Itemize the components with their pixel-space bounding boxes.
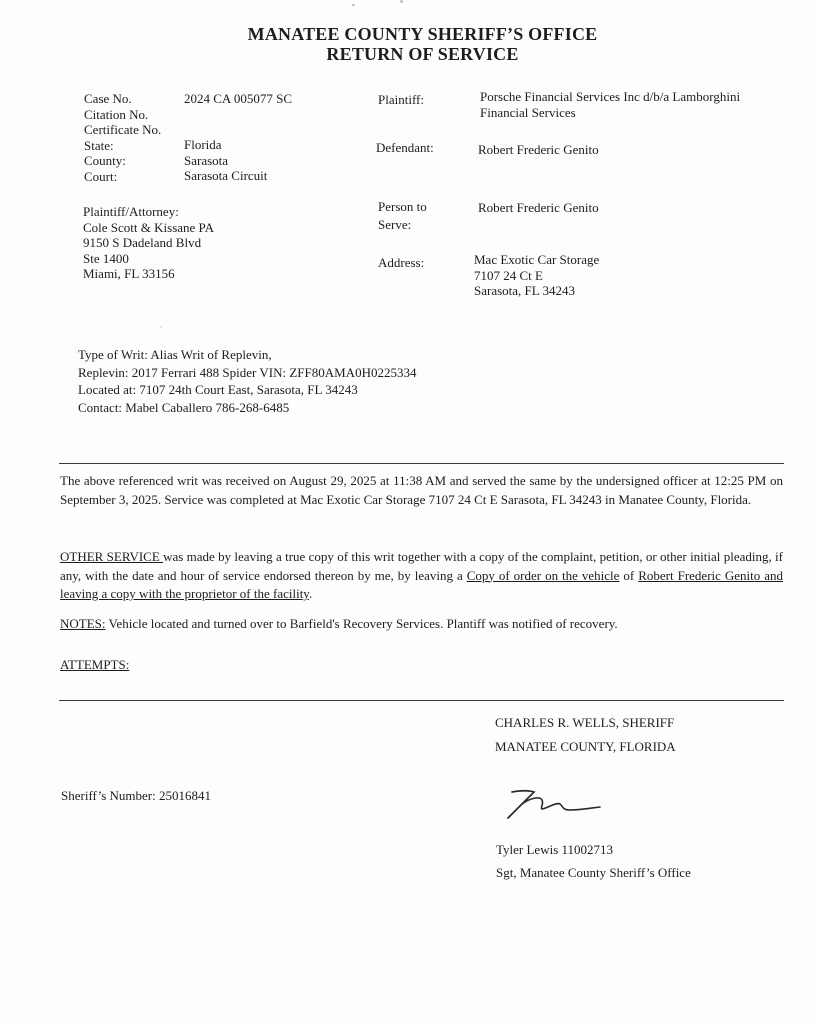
address-line2: 7107 24 Ct E — [474, 267, 543, 283]
section-divider — [59, 463, 784, 464]
person-label-line1: Person to — [378, 199, 427, 214]
other-service-end: . — [308, 586, 313, 601]
other-service-of: of — [619, 567, 639, 583]
person-to-serve-name: Robert Frederic Genito — [478, 200, 599, 215]
court-label: Court: — [84, 168, 118, 184]
notes-text: Vehicle located and turned over to Barfield's Recovery Services. Plantiff was notified of recovery. — [105, 616, 618, 631]
sheriff-name: CHARLES R. WELLS, SHERIFF — [495, 715, 675, 730]
service-statement: The above referenced writ was received on August 29, 2025 at 11:38 AM and served the same by the undersigned officer at 12:25 PM on September 3, 2025. Service was completed at Mac Exotic Car Storage 7107 24 Ct E Sarasota, FL 34243 in Manatee County, Florida. — [60, 473, 783, 507]
officer-title: Sgt, Manatee County Sheriff’s Office — [496, 865, 691, 880]
state-value: Florida — [184, 137, 222, 152]
plaintiff-name — [480, 89, 740, 120]
other-service-text: was made by leaving a true copy of this writ together with a copy of the complaint, petition, or other initial pleading, if any, with the date and hour of service endorsed thereon by me, by leaving a — [60, 549, 783, 583]
page-title: MANATEE COUNTY SHERIFF’S OFFICE — [247, 24, 598, 44]
notes-line — [60, 616, 618, 632]
notes-label: NOTES: — [60, 616, 106, 631]
defendant-label: Defendant: — [376, 140, 434, 155]
case-number: 2024 CA 005077 SC — [184, 91, 292, 106]
case-labels — [84, 91, 161, 184]
county-value: Sarasota — [184, 152, 229, 168]
state-label: State: — [84, 137, 114, 153]
scan-speck — [352, 4, 355, 6]
plaintiff-attorney-block — [83, 204, 214, 282]
attorney-city: Miami, FL 33156 — [83, 266, 175, 281]
writ-location: Located at: 7107 24th Court East, Sarasota, FL 34243 — [78, 382, 358, 397]
page-subtitle: RETURN OF SERVICE — [326, 44, 519, 64]
defendant-name: Robert Frederic Genito — [478, 142, 599, 157]
writ-type: Type of Writ: Alias Writ of Replevin, — [78, 347, 272, 362]
officer-signature — [500, 784, 610, 824]
writ-contact: Contact: Mabel Caballero 786-268-6485 — [78, 399, 290, 415]
address-label: Address: — [378, 255, 425, 270]
county-label: County: — [84, 153, 126, 168]
plaintiff-name-line1: Porsche Financial Services Inc d/b/a Lamborghini — [480, 89, 741, 104]
writ-details — [78, 346, 416, 416]
sheriff-number: Sheriff’s Number: 25016841 — [61, 788, 211, 803]
other-service-label: OTHER SERVICE — [60, 549, 164, 564]
person-to-serve-label — [378, 198, 427, 234]
plaintiff-label: Plaintiff: — [378, 92, 424, 107]
scan-speck — [400, 0, 403, 3]
scan-speck — [160, 326, 162, 328]
case-location-values — [184, 137, 267, 184]
officer-name: Tyler Lewis 11002713 — [496, 842, 614, 857]
sheriff-county: MANATEE COUNTY, FLORIDA — [495, 739, 676, 754]
address-line3: Sarasota, FL 34243 — [474, 283, 575, 298]
signature-divider — [59, 700, 784, 701]
other-service-recipient: Robert Frederic Genito and leaving a copy with the proprietor of the facility — [60, 567, 783, 601]
citation-label: Citation No. — [84, 106, 149, 122]
service-address — [474, 252, 599, 299]
attorney-name: Cole Scott & Kissane PA — [83, 219, 214, 235]
attempts-label: ATTEMPTS: — [60, 657, 130, 672]
case-no-label: Case No. — [84, 91, 132, 106]
attorney-suite: Ste 1400 — [83, 250, 129, 266]
writ-replevin-vehicle: Replevin: 2017 Ferrari 488 Spider VIN: ZFF80AMA0H0225334 — [78, 364, 417, 380]
person-label-line2: Serve: — [378, 217, 412, 232]
court-value: Sarasota Circuit — [184, 168, 268, 183]
plaintiff-name-line2: Financial Services — [480, 104, 576, 120]
other-service-statement — [60, 548, 783, 604]
certificate-label: Certificate No. — [84, 122, 162, 137]
attorney-label: Plaintiff/Attorney: — [83, 204, 179, 219]
address-line1: Mac Exotic Car Storage — [474, 252, 600, 267]
attorney-street: 9150 S Dadeland Blvd — [83, 235, 202, 250]
other-service-method: Copy of order on the vehicle — [466, 567, 620, 583]
